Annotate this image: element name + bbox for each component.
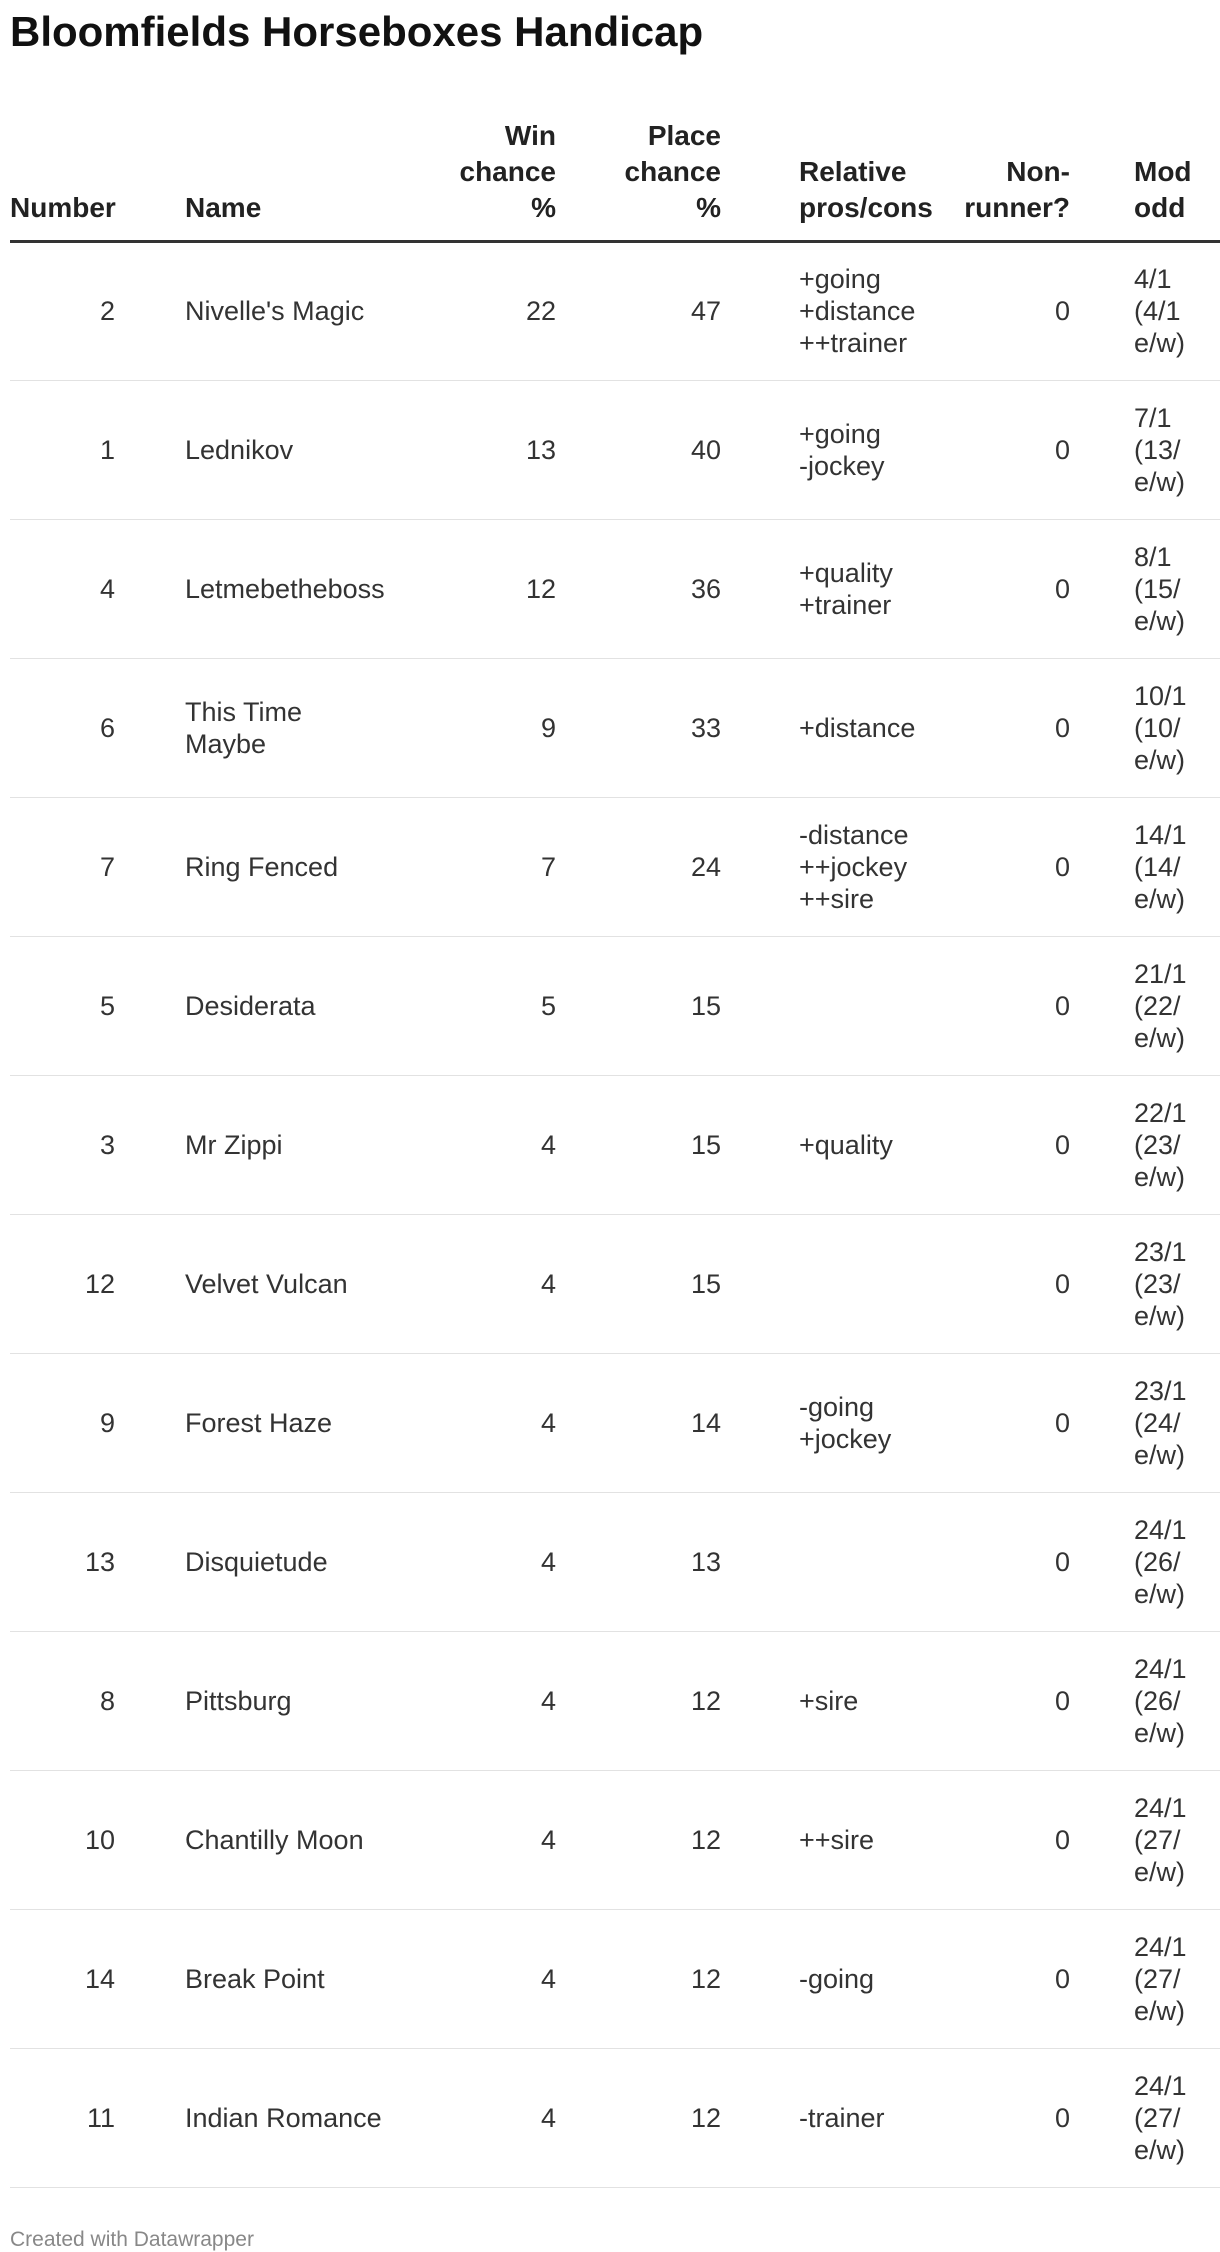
cell-win-chance: 13 bbox=[395, 380, 570, 519]
cell-pros-cons: -trainer bbox=[735, 2048, 920, 2187]
cell-odds: 21/1 (22/ e/w) bbox=[1092, 936, 1220, 1075]
cell-non-runner: 0 bbox=[920, 797, 1092, 936]
cell-name: Mr Zippi bbox=[185, 1075, 395, 1214]
cell-name: Disquietude bbox=[185, 1492, 395, 1631]
table-row bbox=[10, 1075, 1220, 1214]
cell-number: 4 bbox=[10, 519, 185, 658]
cell-non-runner: 0 bbox=[920, 1631, 1092, 1770]
cell-place-chance: 15 bbox=[570, 1214, 735, 1353]
cell-win-chance: 4 bbox=[395, 1492, 570, 1631]
cell-odds: 24/1 (27/ e/w) bbox=[1092, 1909, 1220, 2048]
cell-number: 8 bbox=[10, 1631, 185, 1770]
cell-odds: 10/1 (10/ e/w) bbox=[1092, 658, 1220, 797]
cell-name: Letmebetheboss bbox=[185, 519, 395, 658]
cell-odds: 23/1 (23/ e/w) bbox=[1092, 1214, 1220, 1353]
cell-name: Break Point bbox=[185, 1909, 395, 2048]
cell-place-chance: 12 bbox=[570, 2048, 735, 2187]
cell-name: Pittsburg bbox=[185, 1631, 395, 1770]
cell-pros-cons: +going +distance ++trainer bbox=[735, 241, 920, 380]
cell-number: 6 bbox=[10, 658, 185, 797]
cell-name: Nivelle's Magic bbox=[185, 241, 395, 380]
cell-non-runner: 0 bbox=[920, 1353, 1092, 1492]
header-pros-cons: Relative pros/cons bbox=[735, 112, 920, 241]
cell-win-chance: 4 bbox=[395, 1770, 570, 1909]
cell-number: 2 bbox=[10, 241, 185, 380]
cell-pros-cons: +sire bbox=[735, 1631, 920, 1770]
cell-odds: 7/1 (13/ e/w) bbox=[1092, 380, 1220, 519]
table-row bbox=[10, 1909, 1220, 2048]
header-non-runner: Non- runner? bbox=[920, 112, 1092, 241]
cell-non-runner: 0 bbox=[920, 1075, 1092, 1214]
cell-win-chance: 4 bbox=[395, 1075, 570, 1214]
cell-number: 12 bbox=[10, 1214, 185, 1353]
cell-pros-cons: -going +jockey bbox=[735, 1353, 920, 1492]
cell-win-chance: 22 bbox=[395, 241, 570, 380]
cell-place-chance: 24 bbox=[570, 797, 735, 936]
cell-pros-cons: +going -jockey bbox=[735, 380, 920, 519]
header-name: Name bbox=[185, 112, 395, 241]
table-row bbox=[10, 936, 1220, 1075]
cell-name: Forest Haze bbox=[185, 1353, 395, 1492]
cell-pros-cons: ++sire bbox=[735, 1770, 920, 1909]
cell-number: 13 bbox=[10, 1492, 185, 1631]
cell-place-chance: 12 bbox=[570, 1909, 735, 2048]
cell-non-runner: 0 bbox=[920, 936, 1092, 1075]
runners-table-container bbox=[10, 112, 1220, 2188]
cell-odds: 14/1 (14/ e/w) bbox=[1092, 797, 1220, 936]
cell-odds: 24/1 (26/ e/w) bbox=[1092, 1631, 1220, 1770]
cell-number: 1 bbox=[10, 380, 185, 519]
table-row bbox=[10, 1353, 1220, 1492]
cell-number: 5 bbox=[10, 936, 185, 1075]
cell-odds: 22/1 (23/ e/w) bbox=[1092, 1075, 1220, 1214]
table-row bbox=[10, 1214, 1220, 1353]
cell-number: 3 bbox=[10, 1075, 185, 1214]
chart-title: Bloomfields Horseboxes Handicap bbox=[10, 8, 704, 55]
cell-non-runner: 0 bbox=[920, 1770, 1092, 1909]
header-place-chance: Place chance % bbox=[570, 112, 735, 241]
cell-number: 14 bbox=[10, 1909, 185, 2048]
cell-pros-cons: +distance bbox=[735, 658, 920, 797]
cell-name: Lednikov bbox=[185, 380, 395, 519]
cell-non-runner: 0 bbox=[920, 241, 1092, 380]
cell-odds: 8/1 (15/ e/w) bbox=[1092, 519, 1220, 658]
header-win-chance: Win chance % bbox=[395, 112, 570, 241]
cell-name: Ring Fenced bbox=[185, 797, 395, 936]
table-header-row bbox=[10, 112, 1220, 241]
cell-odds: 24/1 (27/ e/w) bbox=[1092, 1770, 1220, 1909]
table-row bbox=[10, 658, 1220, 797]
cell-place-chance: 47 bbox=[570, 241, 735, 380]
cell-place-chance: 33 bbox=[570, 658, 735, 797]
cell-place-chance: 14 bbox=[570, 1353, 735, 1492]
cell-place-chance: 15 bbox=[570, 1075, 735, 1214]
table-row bbox=[10, 519, 1220, 658]
cell-place-chance: 12 bbox=[570, 1631, 735, 1770]
cell-win-chance: 4 bbox=[395, 1909, 570, 2048]
table-row bbox=[10, 2048, 1220, 2187]
cell-odds: 4/1 (4/1 e/w) bbox=[1092, 241, 1220, 380]
cell-number: 11 bbox=[10, 2048, 185, 2187]
cell-pros-cons: -distance ++jockey ++sire bbox=[735, 797, 920, 936]
cell-win-chance: 12 bbox=[395, 519, 570, 658]
cell-pros-cons bbox=[735, 1214, 920, 1353]
cell-non-runner: 0 bbox=[920, 519, 1092, 658]
cell-number: 9 bbox=[10, 1353, 185, 1492]
cell-name: This Time Maybe bbox=[185, 658, 395, 797]
table-body bbox=[10, 241, 1220, 2187]
cell-pros-cons bbox=[735, 1492, 920, 1631]
cell-pros-cons: +quality +trainer bbox=[735, 519, 920, 658]
table-row bbox=[10, 1631, 1220, 1770]
cell-non-runner: 0 bbox=[920, 1492, 1092, 1631]
cell-odds: 23/1 (24/ e/w) bbox=[1092, 1353, 1220, 1492]
cell-win-chance: 4 bbox=[395, 2048, 570, 2187]
cell-win-chance: 4 bbox=[395, 1214, 570, 1353]
table-row bbox=[10, 241, 1220, 380]
cell-win-chance: 4 bbox=[395, 1631, 570, 1770]
cell-number: 10 bbox=[10, 1770, 185, 1909]
runners-table bbox=[10, 112, 1220, 2188]
cell-name: Desiderata bbox=[185, 936, 395, 1075]
table-row bbox=[10, 797, 1220, 936]
cell-non-runner: 0 bbox=[920, 1214, 1092, 1353]
cell-non-runner: 0 bbox=[920, 1909, 1092, 2048]
cell-place-chance: 13 bbox=[570, 1492, 735, 1631]
cell-pros-cons: +quality bbox=[735, 1075, 920, 1214]
cell-place-chance: 15 bbox=[570, 936, 735, 1075]
table-row bbox=[10, 380, 1220, 519]
cell-number: 7 bbox=[10, 797, 185, 936]
table-row bbox=[10, 1770, 1220, 1909]
cell-non-runner: 0 bbox=[920, 380, 1092, 519]
datawrapper-credit: Created with Datawrapper bbox=[10, 2228, 254, 2251]
cell-win-chance: 4 bbox=[395, 1353, 570, 1492]
cell-win-chance: 9 bbox=[395, 658, 570, 797]
cell-win-chance: 5 bbox=[395, 936, 570, 1075]
cell-place-chance: 40 bbox=[570, 380, 735, 519]
cell-odds: 24/1 (27/ e/w) bbox=[1092, 2048, 1220, 2187]
cell-name: Indian Romance bbox=[185, 2048, 395, 2187]
cell-odds: 24/1 (26/ e/w) bbox=[1092, 1492, 1220, 1631]
cell-name: Chantilly Moon bbox=[185, 1770, 395, 1909]
cell-pros-cons: -going bbox=[735, 1909, 920, 2048]
table-row bbox=[10, 1492, 1220, 1631]
cell-place-chance: 36 bbox=[570, 519, 735, 658]
cell-non-runner: 0 bbox=[920, 658, 1092, 797]
cell-non-runner: 0 bbox=[920, 2048, 1092, 2187]
cell-place-chance: 12 bbox=[570, 1770, 735, 1909]
cell-win-chance: 7 bbox=[395, 797, 570, 936]
header-number: Number bbox=[10, 112, 185, 241]
header-odds: Mod odd bbox=[1092, 112, 1220, 241]
cell-name: Velvet Vulcan bbox=[185, 1214, 395, 1353]
cell-pros-cons bbox=[735, 936, 920, 1075]
